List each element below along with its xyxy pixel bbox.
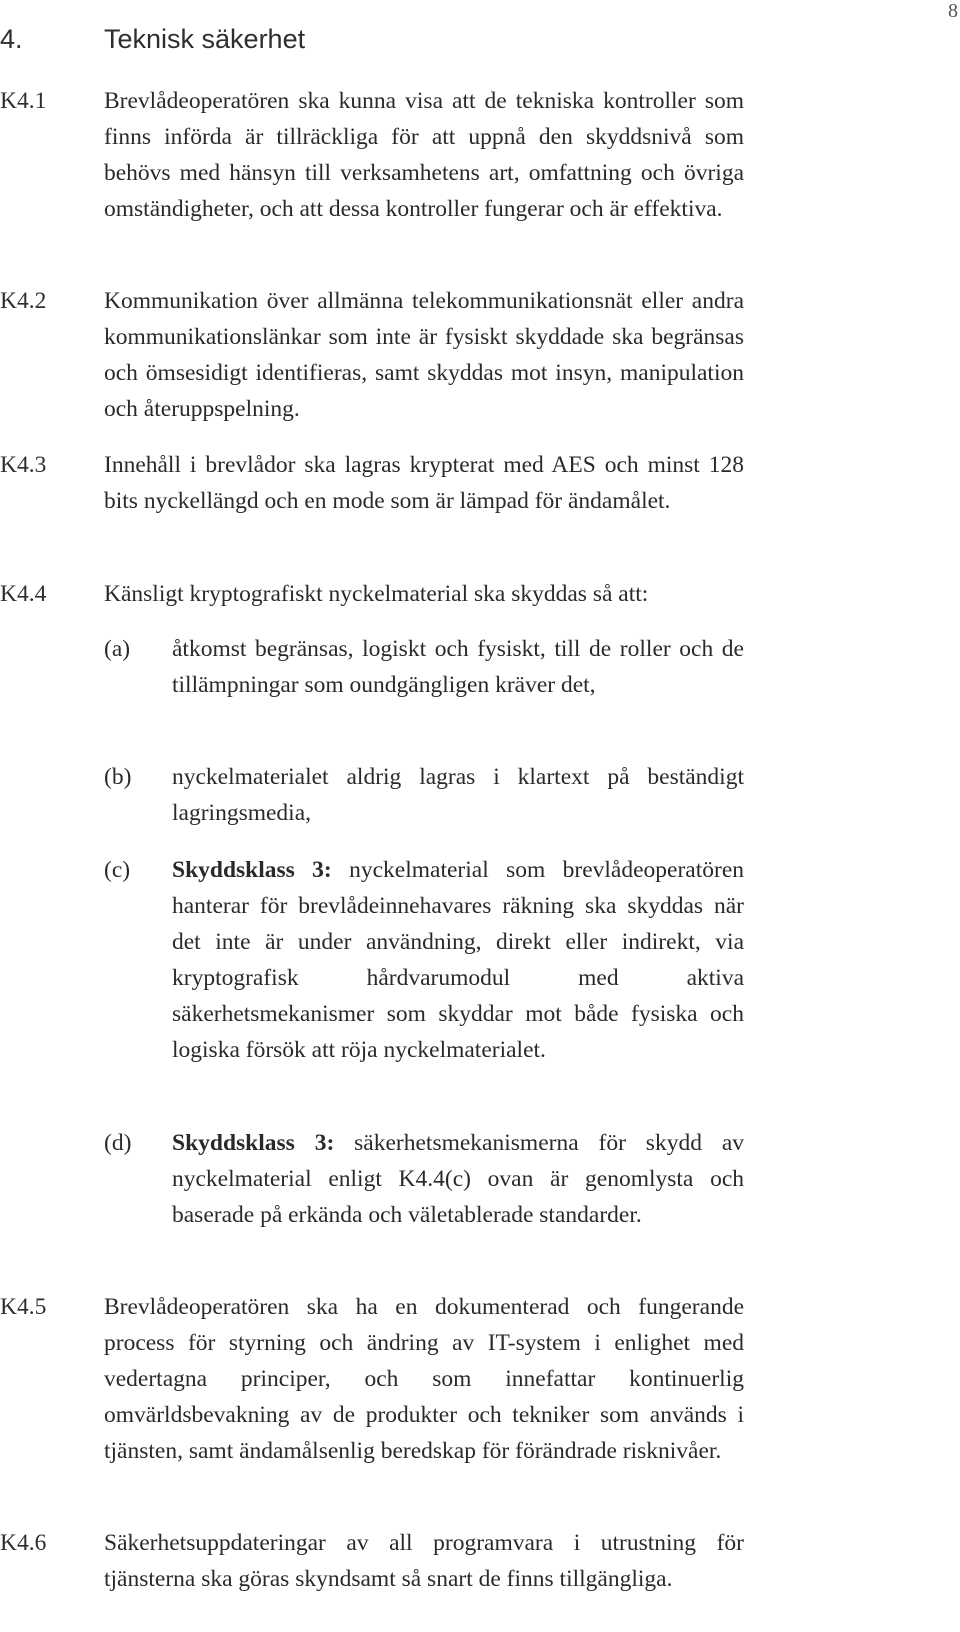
sub-item-d <box>104 1125 744 1233</box>
sub-item-body: åtkomst begränsas, logiskt och fysiskt, till de roller och de tillämpningar som oundgängligen kräver det, <box>172 636 744 698</box>
requirement-k4-3 <box>0 447 960 519</box>
sub-item-b <box>104 759 744 831</box>
sub-item-body: nyckelmaterialet aldrig lagras i klartext på beständigt lagringsmedia, <box>172 764 744 826</box>
protection-class-label: Skyddsklass 3: <box>172 857 332 883</box>
requirement-k4-5 <box>0 1289 960 1469</box>
requirement-text: Kommunikation över allmänna telekommunikationsnät eller andra kommunikationslänkar som inte är fysiskt skyddade ska begränsas och ömsesidigt identifieras, samt skyddas mot insyn, manipulation och återuppspelning. <box>104 288 744 422</box>
requirement-id: K4.5 <box>0 1294 47 1320</box>
requirement-text: Brevlådeoperatören ska kunna visa att de tekniska kontroller som finns införda är tillräckliga för att uppnå den skyddsnivå som behövs med hänsyn till verksamhetens art, omfattning och övriga omständigheter, och att dessa kontroller fungerar och är effektiva. <box>104 88 744 222</box>
sub-item-label: (d) <box>104 1130 132 1156</box>
section-title: Teknisk säkerhet <box>104 24 306 54</box>
requirement-k4-6 <box>0 1525 960 1597</box>
requirement-text: Innehåll i brevlådor ska lagras krypterat med AES och minst 128 bits nyckellängd och en mode som är lämpad för ändamålet. <box>104 452 744 514</box>
requirement-id: K4.2 <box>0 288 47 314</box>
sub-item-a <box>104 631 744 703</box>
sub-item-label: (c) <box>104 857 131 883</box>
requirement-id: K4.1 <box>0 88 47 114</box>
sub-item-body: nyckelmaterial som brevlådeoperatören hanterar för brevlådeinnehavares räkning ska skyddas när det inte är under användning, direkt eller indirekt, via kryptografisk hårdvarumodul med aktiva säkerhetsmekanismer som skyddar mot både fysiska och logiska försök att röja nyckelmaterialet. <box>172 857 744 1063</box>
sub-item-c <box>104 852 744 1068</box>
section-number: 4. <box>0 24 23 54</box>
protection-class-label: Skyddsklass 3: <box>172 1130 335 1156</box>
page-number: 8 <box>948 0 958 22</box>
requirement-text: Känsligt kryptografiskt nyckelmaterial ska skyddas så att: <box>104 581 649 607</box>
requirement-text: Brevlådeoperatören ska ha en dokumenterad och fungerande process för styrning och ändring av IT-system i enlighet med vedertagna principer, och som innefattar kontinuerlig omvärldsbevakning av de produkter och tekniker som används i tjänsten, samt ändamålsenlig beredskap för förändrade risknivåer. <box>104 1294 744 1464</box>
requirement-k4-2 <box>0 283 960 427</box>
sub-item-text <box>172 631 744 703</box>
sub-item-text <box>172 759 744 831</box>
requirement-k4-1 <box>0 83 960 227</box>
sub-item-body: säkerhetsmekanismerna för skydd av nyckelmaterial enligt K4.4(c) ovan är genomlysta och baserade på erkända och väletablerade standarder. <box>172 1130 744 1228</box>
sub-item-text <box>172 1125 744 1233</box>
requirement-id: K4.4 <box>0 581 47 607</box>
requirement-id: K4.3 <box>0 452 47 478</box>
sub-item-label: (b) <box>104 764 132 790</box>
sub-item-label: (a) <box>104 636 131 662</box>
requirement-k4-4 <box>0 576 960 612</box>
requirement-id: K4.6 <box>0 1530 47 1556</box>
requirement-text: Säkerhetsuppdateringar av all programvara i utrustning för tjänsterna ska göras skyndsamt så snart de finns tillgängliga. <box>104 1530 744 1592</box>
section-heading <box>0 24 305 55</box>
sub-item-text <box>172 852 744 1068</box>
